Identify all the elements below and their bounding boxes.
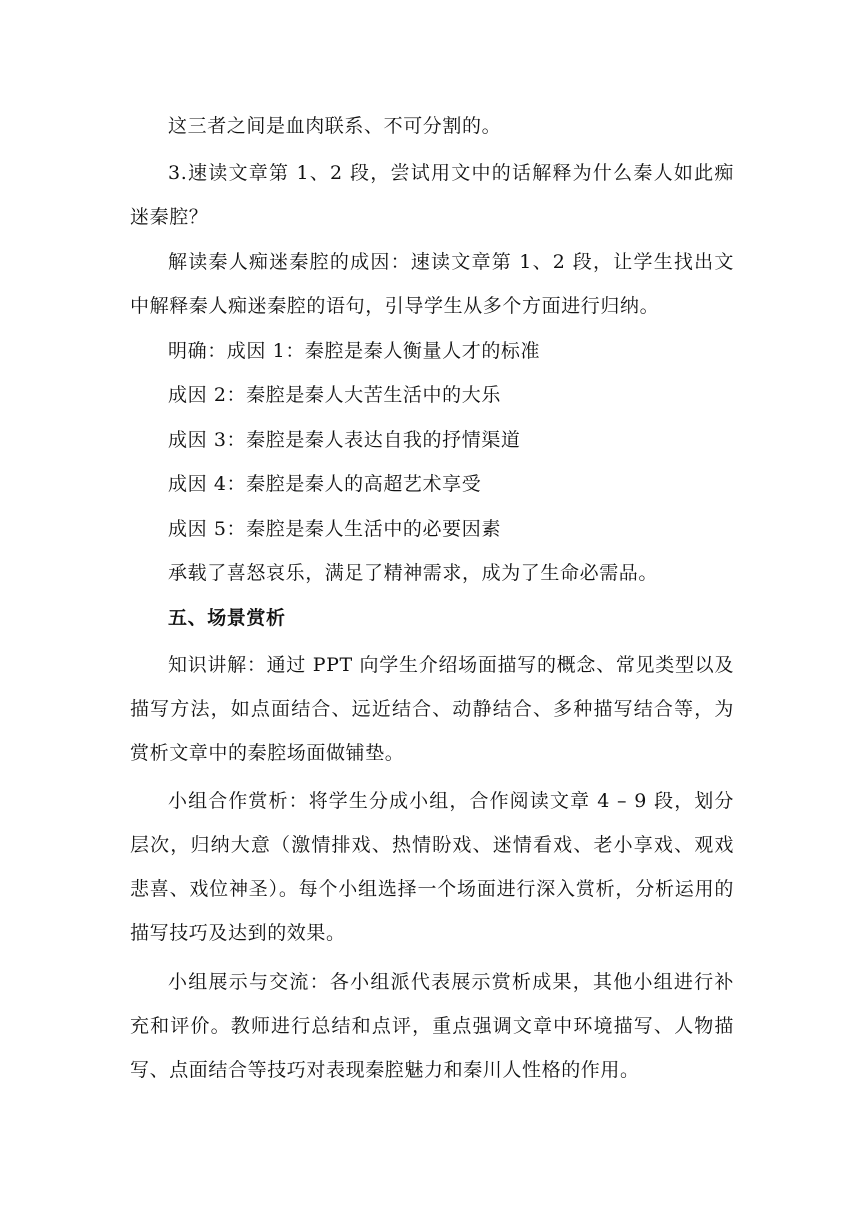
paragraph-cause-5: 成因 5：秦腔是秦人生活中的必要因素 bbox=[168, 518, 501, 540]
paragraph-question-3: 3.速读文章第 1、2 段，尝试用文中的话解释为什么秦人如此痴迷秦腔？ bbox=[130, 162, 734, 228]
paragraph-summary: 承载了喜怒哀乐，满足了精神需求，成为了生命必需品。 bbox=[168, 562, 659, 584]
paragraph-conclusion: 这三者之间是血肉联系、不可分割的。 bbox=[168, 115, 502, 137]
paragraph-knowledge: 知识讲解：通过 PPT 向学生介绍场面描写的概念、常见类型以及描写方法，如点面结合、远近结合、动静结合、多种描写结合等，为赏析文章中的秦腔场面做铺垫。 bbox=[130, 654, 734, 764]
paragraph-cause-1: 明确：成因 1：秦腔是秦人衡量人才的标准 bbox=[168, 340, 541, 362]
paragraph-group-presentation: 小组展示与交流：各小组派代表展示赏析成果，其他小组进行补充和评价。教师进行总结和点评，重点强调文章中环境描写、人物描写、点面结合等技巧对表现秦腔魅力和秦川人性格的作用。 bbox=[130, 971, 734, 1081]
paragraph-group-analysis: 小组合作赏析：将学生分成小组，合作阅读文章 4 – 9 段，划分层次，归纳大意（激情排戏、热情盼戏、迷情看戏、老小享戏、观戏悲喜、戏位神圣）。每个小组选择一个场面进行深入赏析，分析运用的描写技巧及达到的效果。 bbox=[130, 790, 734, 944]
paragraph-interpretation: 解读秦人痴迷秦腔的成因：速读文章第 1、2 段，让学生找出文中解释秦人痴迷秦腔的语句，引导学生从多个方面进行归纳。 bbox=[130, 251, 734, 317]
paragraph-cause-4: 成因 4：秦腔是秦人的高超艺术享受 bbox=[168, 473, 482, 495]
section-heading: 五、场景赏析 bbox=[168, 607, 286, 629]
paragraph-cause-2: 成因 2：秦腔是秦人大苦生活中的大乐 bbox=[168, 384, 501, 406]
paragraph-cause-3: 成因 3：秦腔是秦人表达自我的抒情渠道 bbox=[168, 429, 521, 451]
